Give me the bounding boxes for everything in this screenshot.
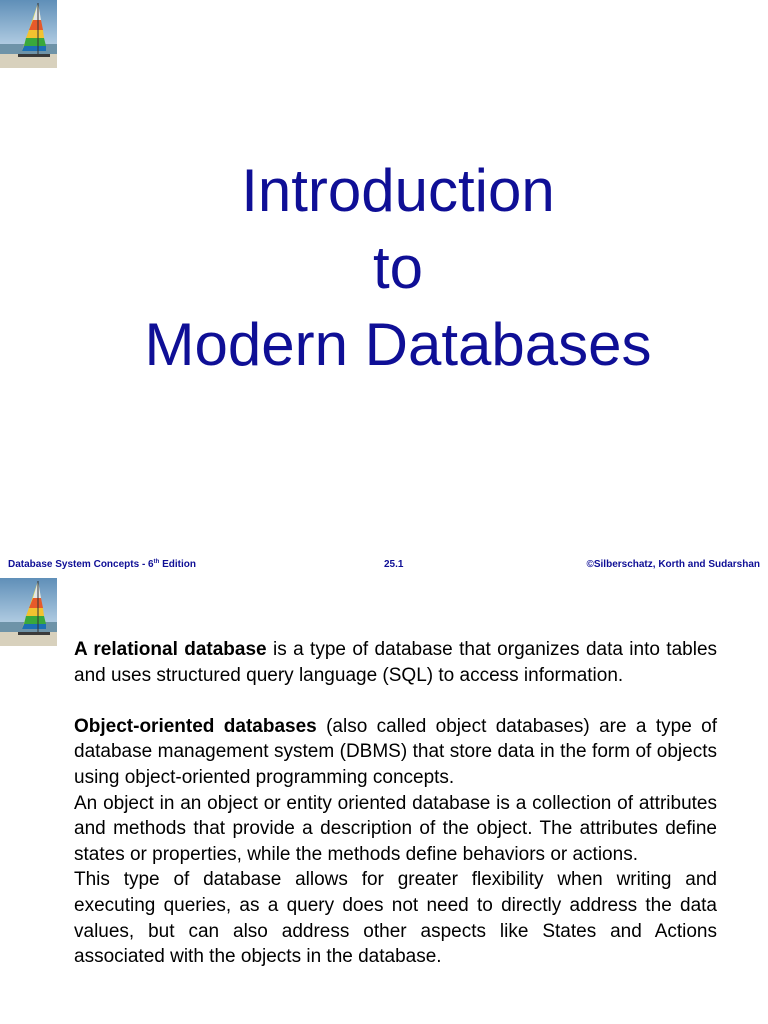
footer-book-suffix: Edition [159,559,196,570]
footer-book-sup: th [153,559,160,565]
footer-copyright: ©Silberschatz, Korth and Sudarshan [586,559,760,570]
sailboat-logo-icon [0,0,57,68]
footer-page-number: 25.1 [384,559,404,570]
title-line-3: Modern Databases [144,311,652,378]
relational-term: A relational database [74,639,267,660]
paragraph-relational [74,637,717,688]
object-oriented-definition: (also called object databases) are a type of database management system (DBMS) that store data in the form of objects using object-oriented programming concepts. [74,715,717,788]
paragraph-flexibility: This type of database allows for greater flexibility when writing and executing queries, as a query does not need to directly address the data values, but can also address other aspects like States and Actions associated with the objects in the database. [74,869,717,968]
slide-title [0,152,768,383]
slide-body [74,637,717,970]
paragraph-spacer [74,688,717,714]
content-slide [0,578,768,1024]
slide-footer [0,557,768,573]
paragraph-object-description: An object in an object or entity oriented database is a collection of attributes and methods that provide a description of the object. The attributes define states or properties, while the methods define behaviors or actions. [74,792,717,865]
paragraph-object-oriented [74,714,717,791]
title-line-2: to [372,234,424,301]
relational-definition: is a type of database that organizes data into tables and uses structured query language (SQL) to access information. [74,639,718,686]
footer-book-prefix: Database System Concepts - 6 [8,559,154,570]
object-oriented-term: Object-oriented databases [74,715,317,737]
title-line-1: Introduction [241,157,555,224]
footer-book-title [8,559,196,570]
sailboat-logo-icon [0,578,57,646]
